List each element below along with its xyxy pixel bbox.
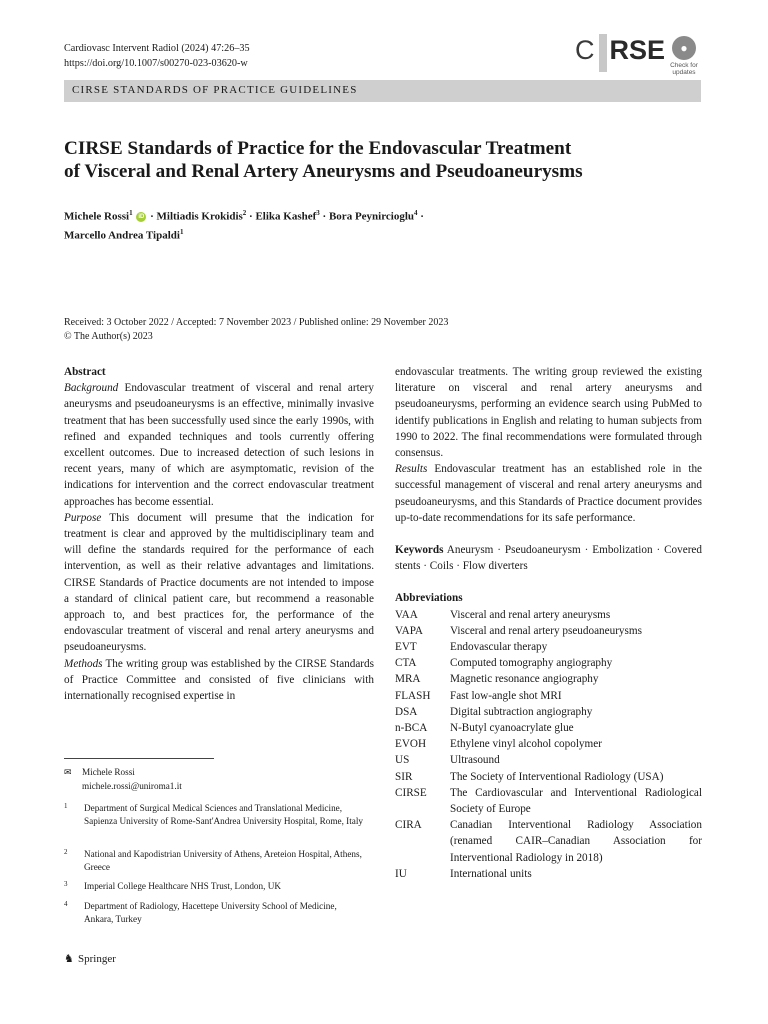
corresponding-email[interactable]: michele.rossi@uniroma1.it [82,781,182,791]
abbreviation-row: EVOH Ethylene vinyl alcohol copolymer [395,738,602,751]
abstract-methods: Methods The writing group was established by the CIRSE Standards of Practice Committee and consisted of five clinicians with internationally recognised expertise in [64,657,374,703]
keywords: Keywords Aneurysm · Pseudoaneurysm · Embolization · Covered stents · Coils · Flow diverters [395,544,702,573]
article-title: CIRSE Standards of Practice for the Endovascular Treatment of Visceral and Renal Artery Aneurysms and Pseudoaneurysms [64,138,583,182]
abbreviation-row: DSA Digital subtraction angiography [395,705,593,718]
abstract-methods-continued: endovascular treatments. The writing group reviewed the existing literature on visceral and renal artery aneurysms and pseudoaneurysms, performing an evidence search using PubMed to identify publications in English and relating to human subjects from 1990 to 2022. The final recommendations were formulated through consensus. [395,366,702,460]
author-name[interactable]: Bora Peynircioglu [328,210,415,223]
springer-horse-icon: ♞ [64,952,74,965]
affiliation: 3 Imperial College Healthcare NHS Trust, London, UK [64,880,281,891]
author-name[interactable]: Marcello Andrea Tipaldi [64,229,180,242]
abbreviation-row: IU International units [395,867,532,880]
abstract-left-column [64,364,374,704]
cirse-logo: C RSE [575,30,665,70]
check-for-updates-badge[interactable]: ● Check for updates [665,36,703,76]
abbreviation-row: VAPA Visceral and renal artery pseudoaneurysms [395,624,642,637]
abbreviation-row: FLASH Fast low-angle shot MRI [395,689,562,702]
doi-link[interactable]: https://doi.org/10.1007/s00270-023-03620-w [64,58,248,69]
publication-dates: Received: 3 October 2022 / Accepted: 7 November 2023 / Published online: 29 November 2023 © The Author(s) 2023 [64,317,449,342]
author-name[interactable]: Miltiadis Krokidis [156,210,243,223]
corresponding-author: ✉ Michele Rossi michele.rossi@uniroma1.it [64,767,182,791]
abbreviation-row: CTA Computed tomography angiography [395,657,613,670]
affiliation: 2 National and Kapodistrian University of Athens, Areteion Hospital, Athens, Greece [64,848,362,872]
abbreviation-row: SIR The Society of Interventional Radiology (USA) [395,770,664,783]
abbreviations-table [395,607,702,882]
abbreviation-row: CIRA Canadian Interventional Radiology Association (renamed CAIR–Canadian Association for Interventional Radiology in 2018) [395,819,702,864]
abbreviation-row: EVT Endovascular therapy [395,641,548,654]
journal-header [64,41,250,71]
section-banner [64,80,701,102]
abstract-results: Results Endovascular treatment has an established role in the successful management of visceral and renal artery aneurysms and pseudoaneurysms, and this Standards of Practice document provides up-to-date recommendations for its safe performance. [395,463,703,524]
journal-reference: Cardiovasc Intervent Radiol (2024) 47:26–35 [64,43,250,54]
orcid-icon[interactable]: iD [138,214,145,221]
springer-logo: ♞ Springer [64,952,116,965]
abstract-purpose: Purpose This document will presume that the indication for treatment is clear and approved by the multidisciplinary team and will define the standards required for the performance of each intervention, as well as their relative advantages and limitations. CIRSE Standards of Practice documents are not intended to impose a standard of clinical patient care, but recommend a reasonable approach to, and best practices for, the performance of the endovascular treatment of visceral and renal artery aneurysms and pseudoaneurysms. [64,511,374,654]
abbreviation-row: US Ultrasound [395,754,500,767]
abbreviation-row: n-BCA N-Butyl cyanoacrylate glue [395,722,574,735]
author-list: Michele Rossi$^1$ iD · Miltiadis Krokidis$^2$ · Elika Kashef$^3$ · Bora Peynircioglu$^4$ · Marcello Andrea Tipaldi$^1$ [64,209,424,242]
affiliation: 1 Department of Surgical Medical Sciences and Translational Medicine, Sapienza University of Rome-Sant'Andrea University Hospital, Rome, Italy [64,802,364,826]
affiliation: 4 Department of Radiology, Hacettepe University School of Medicine, Ankara, Turkey [64,900,337,924]
logo-bar [599,34,607,72]
abstract-background: Background Endovascular treatment of visceral and renal artery aneurysms and pseudoaneurysms is an effective, minimally invasive treatment that has been successfully used since the early 1990s, with refined and expanded techniques and tools currently offering excellent outcomes. Due to increased detection of such lesions in recent years, many of which are asymptomatic, revision of the indications for intervention and the correct endovascular treatment approaches has become essential. [64,382,374,508]
abstract-heading: Abstract [64,366,106,378]
abbreviations-heading: Abbreviations [395,592,463,605]
section-banner-text: CIRSE STANDARDS OF PRACTICE GUIDELINES [72,84,358,96]
author-name[interactable]: Elika Kashef [255,210,317,223]
author-name[interactable]: Michele Rossi [64,210,130,223]
abbreviation-row: CIRSE The Cardiovascular and Interventional Radiological Society of Europe [395,786,702,816]
abstract-right-column [395,364,702,882]
abbreviation-row: VAA Visceral and renal artery aneurysms [395,608,611,621]
envelope-icon: ✉ [64,768,72,778]
bookmark-icon: ● [672,36,696,60]
abbreviation-row: MRA Magnetic resonance angiography [395,673,599,686]
footnote-divider [64,758,214,759]
